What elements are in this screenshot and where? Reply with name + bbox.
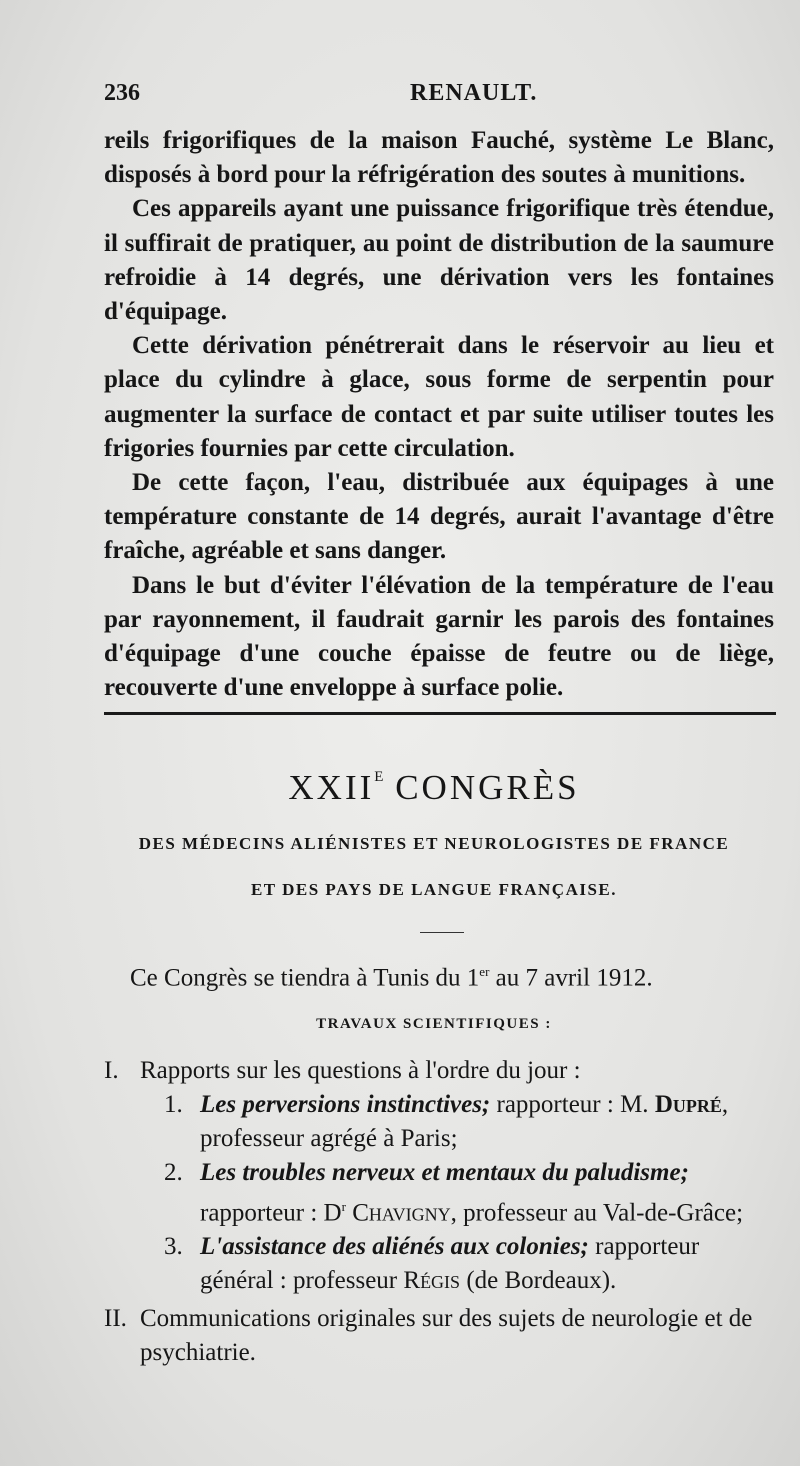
article-body xyxy=(104,124,774,705)
list-item xyxy=(104,1302,776,1370)
announcement-text: Ce Congrès se tiendra à Tunis du 1 xyxy=(130,964,480,992)
congress-subtitle-line2: ET DES PAYS DE LANGUE FRANÇAISE. xyxy=(250,880,618,899)
report-text: rapporteur : D xyxy=(200,1199,342,1227)
item-text: Communications originales sur des sujets de neurologie et de psychiatrie. xyxy=(140,1305,753,1367)
report-item xyxy=(164,1156,776,1230)
page-number: 236 xyxy=(104,80,140,106)
announcement-superscript: er xyxy=(479,964,490,979)
item-number: I. xyxy=(104,1057,119,1084)
paragraph: De cette façon, l'eau, distribuée aux équipages à une température constante de 14 degrés, aurait l'avantage d'être fraîche, agréable et sans danger. xyxy=(104,469,774,565)
report-number: 2. xyxy=(164,1159,183,1186)
section-divider xyxy=(104,712,776,715)
section-heading: TRAVAUX SCIENTIFIQUES : xyxy=(316,1016,552,1032)
page-header xyxy=(104,80,764,116)
report-number: 3. xyxy=(164,1233,183,1261)
paragraph: Cette dérivation pénétrerait dans le réservoir au lieu et place du cylindre à glace, sous forme de serpentin pour augmenter la surface de contact et par suite utiliser toutes les frigories fournies par cette circulation. xyxy=(104,332,774,462)
rapporteur-name: Chavigny xyxy=(345,1199,451,1227)
title-superscript: E xyxy=(374,769,384,785)
report-text: rapporteur général : professeur xyxy=(200,1233,700,1295)
report-title: Les troubles nerveux et mentaux du paludisme; xyxy=(200,1159,689,1186)
congress-title xyxy=(104,768,764,808)
report-text: , professeur agrégé à Paris; xyxy=(200,1091,729,1152)
congress-subtitle-line1: DES MÉDECINS ALIÉNISTES ET NEUROLOGISTES DE FRANCE xyxy=(138,834,730,853)
report-title: L'assistance des aliénés aux colonies; xyxy=(200,1233,589,1261)
title-number: XXII xyxy=(288,768,375,807)
small-divider xyxy=(420,932,464,933)
program-list xyxy=(104,1054,776,1370)
list-item xyxy=(104,1054,776,1088)
report-superscript: r xyxy=(341,1199,346,1214)
item-number: II. xyxy=(104,1305,127,1333)
running-head: RENAULT. xyxy=(410,80,538,106)
paragraph: reils frigorifiques de la maison Fauché, système Le Blanc, disposés à bord pour la réfrigération des soutes à munitions. xyxy=(104,127,774,189)
congress-announcement xyxy=(130,964,750,992)
report-text: (de Bordeaux). xyxy=(460,1267,617,1295)
report-title: Les perversions instinctives; xyxy=(200,1091,491,1118)
report-text: rapporteur : M. xyxy=(490,1091,655,1118)
rapporteur-name: Régis xyxy=(403,1267,461,1295)
paragraph: Dans le but d'éviter l'élévation de la température de l'eau par rayonnement, il faudrait garnir les parois des fontaines d'équipage d'une couche épaisse de feutre ou de liège, recouverte d'une enveloppe à surface polie. xyxy=(104,571,774,702)
title-word: CONGRÈS xyxy=(395,768,580,807)
paragraph: Ces appareils ayant une puissance frigorifique très étendue, il suffirait de pratiquer, au point de distribution de la saumure refroidie à 14 degrés, une dérivation vers les fontaines d'équipage. xyxy=(104,195,774,326)
report-item xyxy=(164,1088,776,1156)
report-item xyxy=(164,1230,776,1298)
item-text: Rapports sur les questions à l'ordre du jour : xyxy=(140,1057,581,1084)
rapporteur-name: Dupré xyxy=(654,1091,722,1118)
report-number: 1. xyxy=(164,1091,183,1118)
report-text: , professeur au Val-de-Grâce; xyxy=(450,1199,744,1227)
announcement-text-end: au 7 avril 1912. xyxy=(489,964,653,992)
